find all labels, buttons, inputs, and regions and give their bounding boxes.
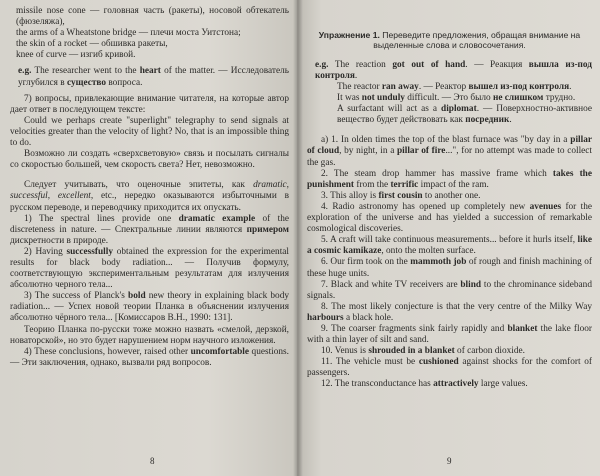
sentence-before: This alloy is: [327, 190, 379, 201]
sentence-num: 9.: [321, 323, 328, 334]
example-bold2: вышла из-под контроля: [315, 59, 592, 81]
sentence-before: The steam drop hammer has massive frame which: [327, 168, 553, 179]
sentence-after: , by night, in a: [339, 146, 398, 157]
sentence-9: [307, 324, 592, 346]
sentence-num: 3.: [321, 190, 328, 201]
sentence-before: The most likely conjecture is that the very centre of the Milky Way: [327, 301, 592, 312]
exercise-title: [307, 30, 592, 51]
page-number-right: 9: [447, 456, 452, 466]
num-bold: uncomfortable: [190, 346, 249, 357]
num-bold: successfully: [66, 246, 113, 257]
num-before: The spectral lines provide one: [31, 213, 179, 224]
numbered-item-1: [10, 214, 289, 247]
sentence-num: 10.: [321, 346, 333, 357]
sentence-num: 8.: [321, 301, 328, 312]
example-after: . — Реакция: [465, 59, 529, 70]
example-bold: not unduly: [361, 93, 405, 104]
sentence-bold2: terrific: [390, 179, 419, 190]
sentence-num: 7.: [321, 279, 328, 290]
sentence-after: of carbon dioxide.: [454, 346, 525, 357]
num-after: obtained the expression for the experimental results for black body radiation... — Получив формулу, соответствующую экспериментальным результатам для излучения абсолютно черного тела...: [10, 246, 289, 291]
num-before: The success of Planck's: [31, 291, 129, 302]
example-before: The reaction: [334, 59, 393, 70]
sentence-after: of rough and finish machining of these huge units.: [307, 257, 593, 279]
sentence-6: [307, 257, 592, 279]
example-before: The reactor: [337, 82, 382, 92]
sentence-after: large values.: [478, 379, 528, 390]
item7-russian: Возможно ли создать «сверхсветовую» связь и посылать сигналы со скоростью большей, чем скорость света? Нет, невозможно.: [10, 149, 289, 171]
example-after: . — Поверхностно-активное вещество будет действовать как: [337, 104, 593, 126]
sentence-num: 2.: [321, 168, 328, 179]
sentence-num: 4.: [321, 201, 328, 212]
evaluative-after: etc., нередко оказываются избыточными в русском переводе, и переводчику приходится их опускать.: [10, 191, 290, 213]
sentence-bold: harbours: [307, 312, 344, 323]
example-label: e.g.: [315, 59, 329, 70]
example-after2: трудно.: [543, 93, 576, 104]
sentence-before: Venus is: [332, 346, 369, 357]
num-after: questions. — Эти заключения, однако, вызвали ряд вопросов.: [10, 346, 289, 368]
example-after: difficult. — Это было: [404, 93, 493, 104]
sentence-7: [307, 280, 592, 302]
sentence-8: [307, 302, 592, 324]
sentence-bold: attractively: [433, 379, 479, 390]
example-after2: .: [354, 70, 358, 81]
gloss-line-3: the skin of a rocket — обшивка ракеты,: [16, 39, 168, 50]
sentence-before: The vehicle must be: [332, 357, 419, 368]
sentence-bold: blanket: [507, 323, 538, 334]
num-label: 2): [24, 246, 32, 257]
eg-example: [18, 66, 289, 88]
sentence-bold: takes the punishment: [307, 168, 592, 190]
sentence-num: 11.: [321, 357, 333, 368]
num-before: Having: [31, 246, 67, 257]
eg-bold: heart: [139, 66, 161, 77]
exercise-title-rest: Переведите предложения, обращая внимание на выделенные слова и словосочетания.: [373, 30, 581, 51]
sentence-after: the lake floor with a thin layer of silt and sand.: [307, 323, 593, 346]
sentence-before: A craft will take continuous measurements... before it hurls itself,: [327, 235, 578, 246]
gloss-line-2: the arms of a Wheatstone bridge — плечи моста Уитстона;: [16, 28, 241, 39]
numbered-item-3: [10, 291, 289, 324]
sentence-before: Radio astronomy has opened up completely new: [327, 201, 530, 212]
eg-middle: of the matter. — Исследователь углубился в: [18, 66, 289, 88]
sentence-bold: like a cosmic kamikaze: [307, 235, 592, 257]
sentence-num: 6.: [321, 257, 328, 268]
sentence-11: [307, 357, 592, 379]
example-1: [315, 60, 592, 82]
sentence-after: against shocks for the comfort of passengers.: [307, 357, 592, 379]
example-after: . — Реактор: [418, 82, 469, 92]
item7-english: Could we perhaps create "superlight" telegraphy to send signals at velocities greater than the velocity of light? No, that is an impossible thing to do.: [10, 115, 289, 149]
sentence-bold: avenues: [529, 201, 562, 212]
sentence-num: 5.: [321, 235, 328, 246]
sentence-bold: cushioned: [418, 357, 459, 368]
numbered-item-4: [10, 347, 289, 369]
num-label: 3): [24, 291, 32, 302]
left-page: [0, 0, 297, 476]
sentence-1: [307, 135, 592, 168]
right-page: [297, 0, 600, 476]
example-bold2: не слишком: [492, 93, 544, 104]
gloss-line-4: knee of curve — изгиб кривой.: [16, 50, 136, 61]
num-bold: bold: [128, 291, 146, 302]
sentence-2: [307, 169, 592, 191]
item7-intro: 7) вопросы, привлекающие внимание читателя, на которые автор дает ответ в последующем тексте:: [10, 93, 289, 115]
sentence-num: a) 1.: [321, 135, 339, 146]
page-number-left: 8: [150, 456, 155, 466]
sentence-bold2: pillar of fire: [397, 146, 446, 157]
eg-after: вопроса.: [106, 77, 143, 88]
sentence-bold: blind: [460, 279, 482, 290]
example-after2: .: [509, 115, 512, 126]
eg-before: The researcher went to the: [34, 66, 140, 77]
sentence-bold: first cousin: [378, 190, 423, 201]
num-bold: dramatic example: [178, 213, 256, 224]
num-after: of the discreteness in nature. — Спектральные линии являются: [10, 213, 289, 235]
evaluative-before: Следует учитывать, что оценочные эпитеты, как: [24, 180, 254, 191]
example-before: A surfactant will act as a: [337, 104, 442, 115]
sentence-after: a black hole.: [343, 312, 394, 323]
example-3: [337, 93, 592, 104]
sentence-num: 12.: [321, 379, 333, 390]
example-2: [337, 82, 592, 93]
example-4: [337, 104, 592, 126]
example-bold2: вышел из-под контроля: [468, 82, 570, 92]
sentence-4: [307, 202, 592, 235]
exercise-title-bold: Упражнение 1.: [318, 30, 380, 40]
num-after: new theory in explaining black body radiation... — Успех новой теории Планка в объяснении излучения абсолютно чёрного тела... [Комиссаров В.Н., 1990: 131].: [10, 291, 289, 324]
example-bold: diplomat: [441, 104, 477, 115]
example-before: It was: [337, 93, 362, 104]
eg-bold2: существо: [66, 77, 106, 88]
sentence-after: from the: [354, 179, 391, 190]
evaluative-intro: [10, 180, 289, 213]
sentence-12: [307, 379, 592, 390]
example-bold: got out of hand: [392, 59, 466, 70]
sentence-before: The transconductance has: [332, 379, 434, 390]
sentence-before: Black and white TV receivers are: [327, 279, 461, 290]
planck-note: Теорию Планка по-русски тоже можно назвать «смелой, дерзкой, новаторской», но это будет нарушением норм научного изложения.: [10, 324, 289, 346]
sentence-3: [307, 191, 592, 202]
sentence-bold: shrouded in a blanket: [368, 346, 455, 357]
sentence-bold: mammoth job: [410, 257, 467, 268]
num-bold2: примером: [246, 224, 289, 235]
sentence-before: Our firm took on the: [327, 257, 411, 268]
num-label: 1): [24, 213, 32, 224]
example-bold: ran away: [381, 82, 419, 92]
sentence-10: [307, 346, 592, 357]
sentence-5: [307, 235, 592, 257]
example-bold2: посредник: [465, 115, 510, 126]
sentence-before: In olden times the top of the blast furnace was "by day in a: [338, 135, 571, 146]
sentence-after: to another one.: [422, 190, 481, 201]
num-label: 4): [24, 346, 32, 357]
sentence-bold: pillar of cloud: [307, 135, 592, 157]
num-before: These conclusions, however, raised other: [31, 346, 191, 357]
sentence-after: to the chrominance sideband signals.: [307, 279, 592, 301]
sentence-after: for the exploration of the universe and has yielded a succession of remarkable cosmological discoveries.: [307, 201, 592, 235]
eg-label: e.g.: [18, 66, 32, 77]
gloss-line-1: missile nose cone — головная часть (ракеты), носовой обтекатель (фюзеляжа),: [16, 6, 289, 28]
sentence-before: The coarser fragments sink fairly rapidly and: [327, 323, 508, 334]
sentence-list: [307, 135, 592, 390]
sentence-after2: impact of the ram.: [418, 179, 489, 190]
numbered-item-2: [10, 247, 289, 291]
evaluative-italic: dramatic, successful, excellent,: [10, 180, 289, 202]
sentence-after2: ...", for no attempt was made to collect the gas.: [307, 146, 592, 168]
num-after2: дискретности в природе.: [10, 235, 109, 246]
example-after2: .: [569, 82, 572, 92]
sentence-after: , onto the molten surface.: [381, 246, 476, 257]
